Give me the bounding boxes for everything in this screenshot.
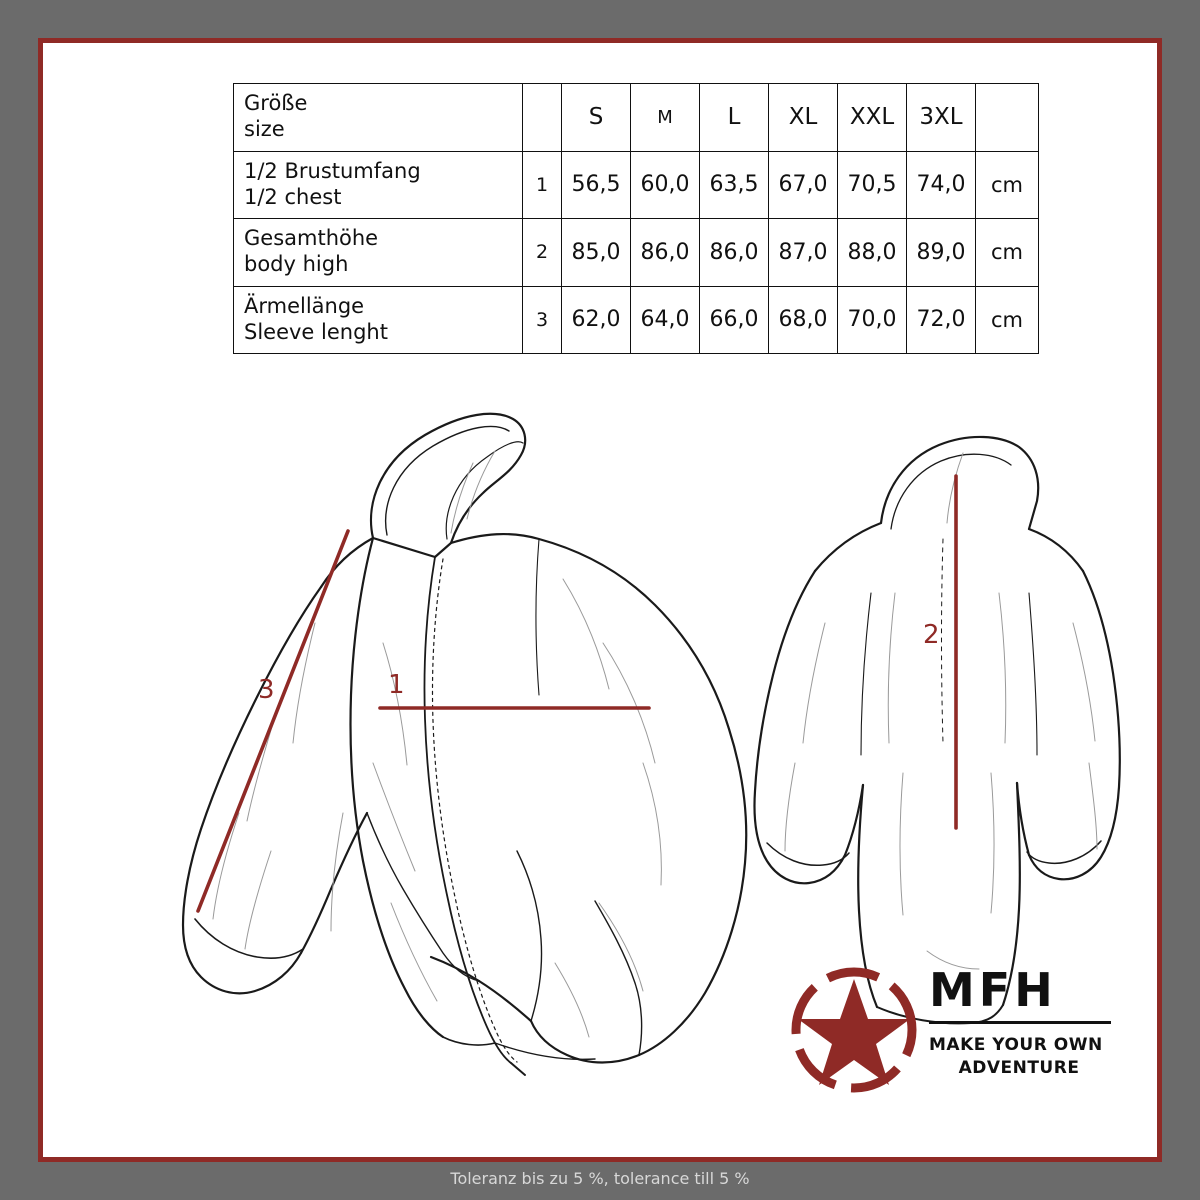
cell-sleeve-xl: 68,0 [769, 286, 838, 354]
row-label-de: Ärmellänge [244, 293, 365, 318]
cell-sleeve-unit: cm [976, 286, 1039, 354]
row-label-en: Sleeve lenght [244, 319, 388, 344]
logo-divider [929, 1021, 1111, 1024]
logo-brand-name: MFH [929, 963, 1057, 1017]
table-row [234, 219, 1039, 287]
row-label-en: body high [244, 252, 349, 277]
header-cell-unit [976, 84, 1039, 152]
cell-body-xxl: 88,0 [838, 219, 907, 287]
logo-tagline-line1: MAKE YOUR OWN [929, 1035, 1103, 1055]
header-cell-size-s: S [562, 84, 631, 152]
table-row [234, 151, 1039, 219]
cell-sleeve-3xl: 72,0 [907, 286, 976, 354]
cell-body-unit: cm [976, 219, 1039, 287]
cell-body-m: 86,0 [631, 219, 700, 287]
cell-chest-unit: cm [976, 151, 1039, 219]
cell-body-3xl: 89,0 [907, 219, 976, 287]
row-label-de: 1/2 Brustumfang [244, 158, 421, 183]
header-cell-size-m: M [631, 84, 700, 152]
cell-chest-3xl: 74,0 [907, 151, 976, 219]
row-index: 2 [523, 219, 562, 287]
header-cell-index [523, 84, 562, 152]
logo-tagline-line2: ADVENTURE [958, 1057, 1080, 1078]
row-label-body-high [234, 219, 523, 287]
cell-body-xl: 87,0 [769, 219, 838, 287]
cell-chest-m: 60,0 [631, 151, 700, 219]
header-cell-size-l: L [700, 84, 769, 152]
header-label-en: size [244, 117, 285, 142]
sleeve-measure-line [198, 531, 348, 911]
product-sizing-card [38, 38, 1162, 1162]
cell-sleeve-xxl: 70,0 [838, 286, 907, 354]
cell-body-l: 86,0 [700, 219, 769, 287]
marker-label-1: 1 [388, 670, 405, 700]
table-header-row [234, 84, 1039, 152]
cell-body-s: 85,0 [562, 219, 631, 287]
cell-chest-s: 56,5 [562, 151, 631, 219]
tolerance-note: Toleranz bis zu 5 %, tolerance till 5 % [450, 1169, 750, 1188]
cell-sleeve-s: 62,0 [562, 286, 631, 354]
size-chart-table [233, 83, 1039, 354]
header-cell-size-xl: XL [769, 84, 838, 152]
cell-chest-l: 63,5 [700, 151, 769, 219]
row-index: 3 [523, 286, 562, 354]
cell-chest-xxl: 70,5 [838, 151, 907, 219]
logo-text-block [929, 963, 1109, 1080]
marker-label-3: 3 [258, 675, 275, 705]
cell-sleeve-l: 66,0 [700, 286, 769, 354]
row-label-en: 1/2 chest [244, 184, 342, 209]
marker-label-2: 2 [923, 620, 940, 650]
cell-chest-xl: 67,0 [769, 151, 838, 219]
header-label-de: Größe [244, 91, 308, 115]
cell-sleeve-m: 64,0 [631, 286, 700, 354]
header-cell-measurement [234, 84, 523, 152]
row-label-chest [234, 151, 523, 219]
star-icon [789, 965, 919, 1095]
row-label-de: Gesamthöhe [244, 226, 379, 250]
brand-logo [789, 965, 1109, 1095]
header-cell-size-xxl: XXL [838, 84, 907, 152]
header-cell-size-3xl: 3XL [907, 84, 976, 152]
row-index: 1 [523, 151, 562, 219]
